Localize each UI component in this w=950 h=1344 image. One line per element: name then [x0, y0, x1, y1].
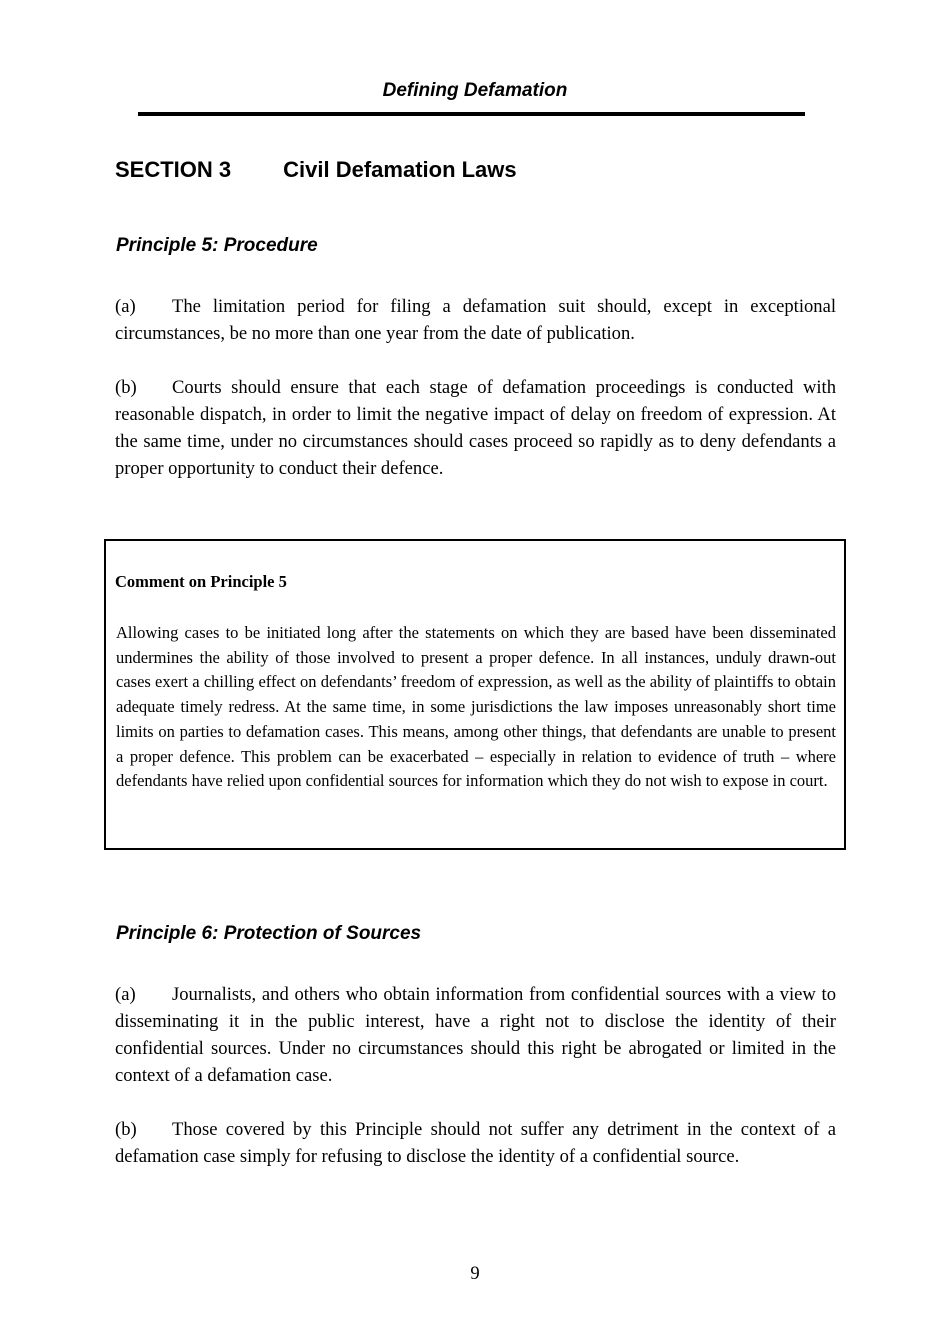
- principle-6-paragraph-b: [115, 1116, 836, 1170]
- paragraph-text: Those covered by this Principle should not suffer any detriment in the context of a defamation case simply for refusing to disclose the identity of a confidential source.: [115, 1119, 836, 1167]
- principle-5-paragraph-b: [115, 374, 836, 482]
- comment-title: Comment on Principle 5: [115, 572, 287, 591]
- comment-body: Allowing cases to be initiated long after the statements on which they are based have been disseminated undermines the ability of those involved to present a proper defence. In all instances, unduly drawn-out cases exert a chilling effect on defendants’ freedom of expression, as well as the ability of plaintiffs to obtain adequate timely redress. At the same time, in some jurisdictions the law imposes unreasonably short time limits on parties to defamation cases. This means, among other things, that defendants are unable to present a proper defence. This problem can be exacerbated – especially in relation to evidence of truth – where defendants have relied upon confidential sources for information which they do not wish to expose in court.: [116, 623, 836, 791]
- comment-box: [104, 539, 846, 850]
- paragraph-label: (a): [115, 296, 136, 317]
- paragraph-label: (a): [115, 984, 136, 1005]
- principle-6-paragraph-a: [115, 981, 836, 1089]
- paragraph-label: (b): [115, 1119, 137, 1140]
- paragraph-label: (b): [115, 377, 137, 398]
- section-heading: [115, 157, 517, 183]
- section-title: Civil Defamation Laws: [283, 157, 517, 182]
- header-rule: [138, 112, 805, 116]
- principle-6-heading: Principle 6: Protection of Sources: [116, 923, 422, 944]
- principle-5-paragraph-a: [115, 293, 836, 347]
- paragraph-text: Journalists, and others who obtain information from confidential sources with a view to disseminating it in the public interest, have a right not to disclose the identity of their confidential sources. Under no circumstances should this right be abrogated or limited in the context of a defamation case.: [115, 984, 836, 1086]
- principle-5-heading: Principle 5: Procedure: [116, 235, 318, 256]
- page-number: 9: [470, 1263, 480, 1284]
- paragraph-text: The limitation period for filing a defamation suit should, except in exceptional circumstances, be no more than one year from the date of publication.: [115, 296, 836, 344]
- section-number: SECTION 3: [115, 157, 232, 182]
- running-header: Defining Defamation: [382, 80, 568, 101]
- paragraph-text: Courts should ensure that each stage of defamation proceedings is conducted with reasonable dispatch, in order to limit the negative impact of delay on freedom of expression. At the same time, under no circumstances should cases proceed so rapidly as to deny defendants a proper opportunity to conduct their defence.: [115, 377, 836, 479]
